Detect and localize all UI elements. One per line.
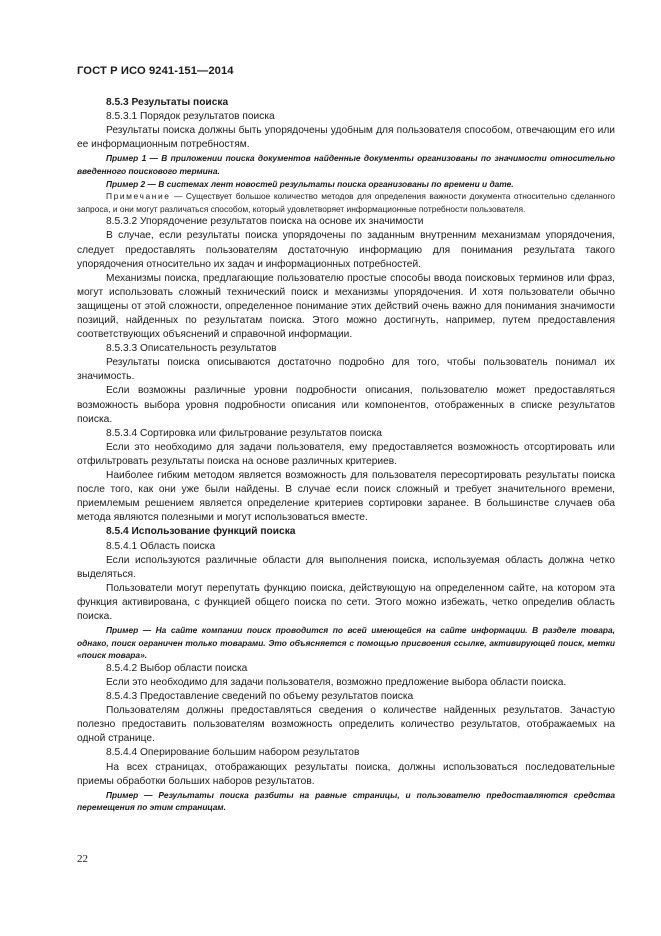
section-heading-8-5-4: 8.5.4 Использование функций поиска — [106, 526, 296, 538]
note-text: — Существует большое количество методов для определения важности документа относительно сделанного запроса, и они могут различаться способом, который удовлетворяет информационные потребности пользователя. — [77, 191, 615, 214]
note-label: Примечание — [106, 191, 171, 202]
paragraph: Наиболее гибким методом является возможность для пользователя пересортировать результаты поиска после того, как они уже были найдены. В случае если поиск сложный и требует значительного времени, приемлемым решением является определение критериев сортировки заранее. В большинстве случаев оба метода являются полезными и могут использоваться вместе. — [77, 470, 615, 524]
subsection-heading-8-5-3-3: 8.5.3.3 Описательность результатов — [106, 343, 277, 355]
paragraph: Если возможны различные уровни подробности описания, пользователю может предоставляться возможность выбора уровня подробности описания или компонентов, отображенных в списке результатов поиска. — [77, 385, 615, 425]
paragraph: Если это необходимо для задачи пользователя, возможно предложение выбора области поиска. — [106, 676, 567, 688]
section-heading-8-5-3: 8.5.3 Результаты поиска — [106, 97, 229, 108]
subsection-heading-8-5-4-1: 8.5.4.1 Область поиска — [106, 540, 216, 552]
example-search-area: Пример — На сайте компании поиск проводится по всей имеющейся на сайте информации. В разделе товара, однако, поиск ограничен только товарами. Это объясняется с помощью присвоения ссылке, активирующей поиск, метки «поиск товара». — [77, 625, 615, 661]
document-body — [77, 96, 615, 814]
subsection-heading-8-5-4-3: 8.5.4.3 Предоставление сведений по объему результатов поиска — [106, 691, 414, 703]
subsection-heading-8-5-4-2: 8.5.4.2 Выбор области поиска — [106, 662, 248, 674]
paragraph: Пользователи могут перепутать функцию поиска, действующую на определенном сайте, на котором эта функция активирована, с функцией общего поиска по сети. Этого можно избежать, четко определив область поиска. — [77, 582, 615, 622]
paragraph: Результаты поиска должны быть упорядочены удобным для пользователя способом, отвечающим его или ее информационным потребностям. — [77, 125, 615, 151]
paragraph: На всех страницах, отображающих результаты поиска, должны использоваться последовательные приемы обработки больших наборов результатов. — [77, 761, 615, 787]
paragraph: Пользователям должны предоставляться сведения о количестве найденных результатов. Зачастую полезно предоставить пользователям возможность определить количество результатов, отображаемых на одной странице. — [77, 705, 615, 745]
example-pagination: Пример — Результаты поиска разбиты на равные страницы, и пользователю предоставляются средства перемещения по этим страницам. — [77, 789, 615, 813]
paragraph: Если это необходимо для задачи пользователя, ему предоставляется возможность отсортировать или отфильтровать результаты поиска на основе различных критериев. — [77, 441, 615, 467]
paragraph: Если используются различные области для выполнения поиска, используемая область должна четко выделяться. — [77, 554, 615, 580]
example-2: Пример 2 — В системах лент новостей результаты поиска организованы по времени и дате. — [106, 178, 514, 189]
paragraph: В случае, если результаты поиска упорядочены по заданным внутренним механизмам упорядочения, следует предоставлять пользователям достаточную информацию для понимания результата такого упорядочения относительно их задач и информационных потребностей. — [77, 230, 615, 270]
subsection-heading-8-5-3-4: 8.5.3.4 Сортировка или фильтрование результатов поиска — [106, 427, 382, 439]
note — [77, 190, 615, 215]
subsection-heading-8-5-3-2: 8.5.3.2 Упорядочение результатов поиска на основе их значимости — [106, 216, 424, 228]
subsection-heading-8-5-4-4: 8.5.4.4 Оперирование большим набором результатов — [106, 747, 360, 759]
page-number: 22 — [77, 853, 88, 865]
document-header: ГОСТ Р ИСО 9241-151—2014 — [77, 65, 234, 77]
paragraph: Результаты поиска описываются достаточно подробно для того, чтобы пользователь понимал их значимость. — [77, 357, 615, 383]
subsection-heading-8-5-3-1: 8.5.3.1 Порядок результатов поиска — [106, 111, 275, 123]
example-1: Пример 1 — В приложении поиска документов найденные документы организованы по значимости относительно введенного поискового термина. — [77, 153, 615, 176]
paragraph: Механизмы поиска, предлагающие пользователю простые способы ввода поисковых терминов или фраз, могут использовать сложный технический поиск и механизмы упорядочения. И хотя пользователи обычно защищены от этой сложности, определенное понимание этих действий очень важно для понимания значимости позиций, найденных по результатам поиска. Этого можно достигнуть, например, путем предоставления соответствующих объяснений и справочной информации. — [77, 272, 615, 341]
